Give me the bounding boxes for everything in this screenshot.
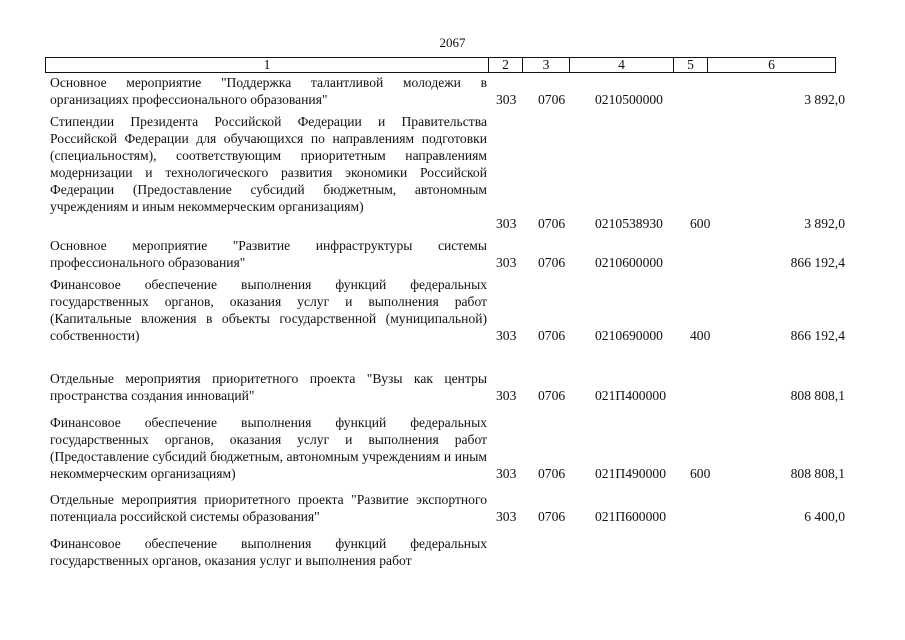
column-header-4: 4 (570, 58, 674, 73)
cell-col-2: 303 (496, 328, 517, 343)
cell-col-3: 0706 (538, 216, 566, 231)
cell-col-3: 0706 (538, 328, 566, 343)
cell-col-5: 400 (690, 328, 711, 343)
row-description: Отдельные мероприятия приоритетного проекта "Развитие экспортного потенциала российской системы образования" (50, 492, 487, 524)
row-description: Основное мероприятие "Поддержка талантливой молодежи в организациях профессионального образования" (50, 75, 487, 107)
cell-col-3: 0706 (538, 92, 566, 107)
page-number: 2067 (439, 35, 466, 50)
cell-col-2: 303 (496, 216, 517, 231)
cell-col-4: 0210690000 (595, 328, 663, 343)
column-header-1: 1 (46, 58, 489, 73)
cell-col-3: 0706 (538, 466, 566, 481)
cell-col-6: 3 892,0 (804, 92, 845, 107)
cell-col-2: 303 (496, 92, 517, 107)
cell-col-2: 303 (496, 509, 517, 524)
cell-col-2: 303 (496, 466, 517, 481)
cell-col-6: 866 192,4 (790, 328, 845, 343)
row-description: Основное мероприятие "Развитие инфраструктуры системы профессионального образования" (50, 238, 487, 270)
cell-col-6: 6 400,0 (804, 509, 845, 524)
column-header-row (46, 58, 836, 73)
cell-col-4: 021П600000 (595, 509, 666, 524)
cell-col-4: 0210600000 (595, 255, 663, 270)
cell-col-6: 3 892,0 (804, 216, 845, 231)
cell-col-5: 600 (690, 216, 711, 231)
row-description: Финансовое обеспечение выполнения функций федеральных государственных органов, оказания услуг и выполнения работ (Предоставление субсидий бюджетным, автономным учреждениям и иным некоммерческим организациям) (50, 415, 487, 481)
cell-col-2: 303 (496, 255, 517, 270)
cell-col-4: 021П490000 (595, 466, 666, 481)
cell-col-6: 808 808,1 (790, 466, 845, 481)
cell-col-6: 808 808,1 (790, 388, 845, 403)
cell-col-4: 0210500000 (595, 92, 663, 107)
column-header-5: 5 (674, 58, 708, 73)
column-header-2: 2 (489, 58, 523, 73)
row-description: Стипендии Президента Российской Федерации и Правительства Российской Федерации для обучающихся по направлениям подготовки (специальностям), соответствующим приоритетным направлениям модернизации и технологического развития экономики Российской Федерации (Предоставление субсидий бюджетным, автономным учреждениям и иным некоммерческим организациям) (50, 114, 487, 214)
cell-col-5: 600 (690, 466, 711, 481)
column-header-table (45, 57, 836, 73)
column-header-3: 3 (523, 58, 570, 73)
cell-col-6: 866 192,4 (790, 255, 845, 270)
row-description: Финансовое обеспечение выполнения функций федеральных государственных органов, оказания услуг и выполнения работ (50, 536, 487, 568)
row-description: Отдельные мероприятия приоритетного проекта "Вузы как центры пространства создания инноваций" (50, 371, 487, 403)
cell-col-4: 0210538930 (595, 216, 663, 231)
row-description: Финансовое обеспечение выполнения функций федеральных государственных органов, оказания услуг и выполнения работ (Капитальные вложения в объекты государственной (муниципальной) собственности) (50, 277, 487, 343)
cell-col-4: 021П400000 (595, 388, 666, 403)
column-header-6: 6 (708, 58, 836, 73)
cell-col-3: 0706 (538, 255, 566, 270)
cell-col-3: 0706 (538, 509, 566, 524)
cell-col-2: 303 (496, 388, 517, 403)
cell-col-3: 0706 (538, 388, 566, 403)
